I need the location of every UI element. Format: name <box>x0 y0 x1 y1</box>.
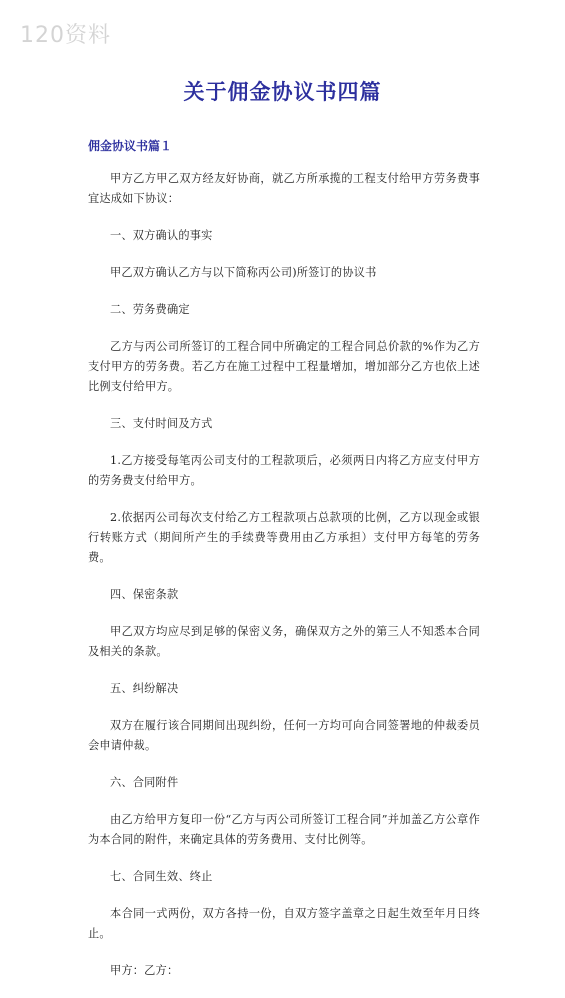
signature-line: 甲方：乙方： <box>110 964 179 977</box>
paragraph: 乙方与丙公司所签订的工程合同中所确定的工程合同总价款的%作为乙方支付甲方的劳务费。若乙方在施工过程中工程量增加，增加部分乙方也依上述比例支付给甲方。 <box>88 340 480 393</box>
paragraph: 本合同一式两份，双方各持一份，自双方签字盖章之日起生效至年月日终止。 <box>88 907 480 940</box>
clause-heading: 四、保密条款 <box>110 588 179 601</box>
watermark: 120资料 <box>20 23 111 48</box>
clause-heading: 一、双方确认的事实 <box>110 229 213 242</box>
clause-heading: 二、劳务费确定 <box>110 303 190 316</box>
paragraph: 由乙方给甲方复印一份“乙方与丙公司所签订工程合同”并加盖乙方公章作为本合同的附件，来确定具体的劳务费用、支付比例等。 <box>88 813 480 846</box>
section-heading: 佣金协议书篇１ <box>88 139 173 153</box>
paragraph: 甲乙双方确认乙方与以下简称丙公司)所签订的协议书 <box>110 266 377 279</box>
clause-heading: 六、合同附件 <box>110 776 179 789</box>
document-body <box>88 169 480 998</box>
document-title: 关于佣金协议书四篇 <box>183 80 382 104</box>
paragraph: 2.依据丙公司每次支付给乙方工程款项占总款项的比例，乙方以现金或银行转账方式（期间所产生的手续费等费用由乙方承担）支付甲方每笔的劳务费。 <box>88 511 480 564</box>
paragraph: 1.乙方接受每笔丙公司支付的工程款项后，必须两日内将乙方应支付甲方的劳务费支付给甲方。 <box>88 454 480 487</box>
clause-heading: 五、纠纷解决 <box>110 682 179 695</box>
clause-heading: 三、支付时间及方式 <box>110 417 213 430</box>
paragraph: 双方在履行该合同期间出现纠纷，任何一方均可向合同签署地的仲裁委员会申请仲裁。 <box>88 719 480 752</box>
paragraph: 甲方乙方甲乙双方经友好协商，就乙方所承揽的工程支付给甲方劳务费事宜达成如下协议： <box>88 172 480 205</box>
clause-heading: 七、合同生效、终止 <box>110 870 213 883</box>
paragraph: 甲乙双方均应尽到足够的保密义务，确保双方之外的第三人不知悉本合同及相关的条款。 <box>88 625 480 658</box>
